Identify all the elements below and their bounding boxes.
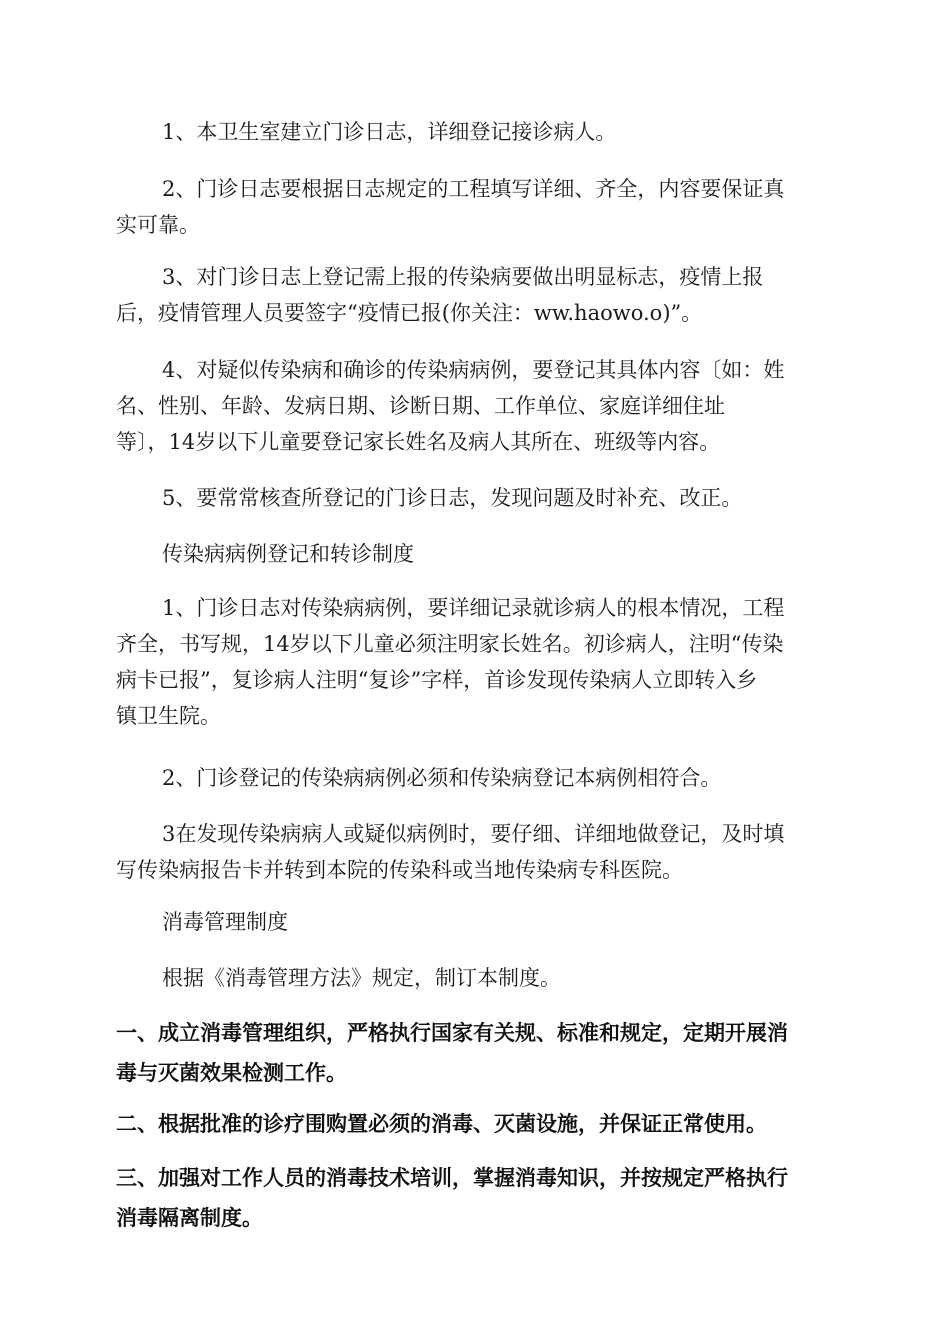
text-line: 传染病病例登记和转诊制度 [162,542,414,566]
paragraph-disinfection-2 [116,1104,836,1144]
text-line: 5、要常常核查所登记的门诊日志，发现问题及时补充、改正。 [162,486,743,510]
text-line: 1、本卫生室建立门诊日志，详细登记接诊病人。 [162,120,617,144]
text-line: 等〕，14岁以下儿童要登记家长姓名及病人其所在、班级等内容。 [116,430,721,454]
heading-infectious-disease-registration [116,536,836,572]
heading-disinfection-management [116,904,836,940]
text-line: 1、门诊日志对传染病病例，要详细记录就诊病人的根本情况，工程 [162,596,785,620]
text-line: 写传染病报告卡并转到本院的传染科或当地传染病专科医院。 [116,858,683,882]
text-line: 消毒管理制度 [162,910,288,934]
text-line: 实可靠。 [116,213,200,237]
paragraph-disinfection-1 [116,1013,836,1093]
text-line: 齐全，书写规，14岁以下儿童必须注明家长姓名。初诊病人，注明“传染 [116,632,784,656]
text-line: 后，疫情管理人员要签字“疫情已报(你关注：ww.haowo.o)”。 [116,301,703,325]
paragraph-registration-2 [116,760,836,796]
text-line: 三、加强对工作人员的消毒技术培训，掌握消毒知识，并按规定严格执行 [116,1166,788,1190]
paragraph-disinfection-3 [116,1158,836,1238]
paragraph-disinfection-intro [116,960,836,996]
paragraph-outpatient-log-1 [116,114,836,150]
paragraph-outpatient-log-5 [116,480,836,516]
text-line: 名、性别、年龄、发病日期、诊断日期、工作单位、家庭详细住址 [116,394,725,418]
text-line: 一、成立消毒管理组织，严格执行国家有关规、标准和规定，定期开展消 [116,1021,788,1045]
text-line: 毒与灭菌效果检测工作。 [116,1061,347,1085]
paragraph-outpatient-log-2 [116,171,836,243]
text-line: 3在发现传染病病人或疑似病例时，要仔细、详细地做登记，及时填 [162,822,785,846]
paragraph-outpatient-log-3 [116,259,836,331]
text-line: 3、对门诊日志上登记需上报的传染病要做出明显标志，疫情上报 [162,265,764,289]
text-line: 二、根据批准的诊疗围购置必须的消毒、灭菌设施，并保证正常使用。 [116,1112,767,1136]
text-line: 4、对疑似传染病和确诊的传染病病例，要登记其具体内容〔如：姓 [162,358,785,382]
text-line: 病卡已报”，复诊病人注明“复诊”字样，首诊发现传染病人立即转入乡 [116,668,758,692]
paragraph-registration-3 [116,816,836,888]
paragraph-registration-1 [116,590,836,734]
text-line: 镇卫生院。 [116,704,221,728]
text-line: 根据《消毒管理方法》规定，制订本制度。 [162,966,561,990]
text-line: 2、门诊登记的传染病病例必须和传染病登记本病例相符合。 [162,766,722,790]
text-line: 消毒隔离制度。 [116,1206,263,1230]
text-line: 2、门诊日志要根据日志规定的工程填写详细、齐全，内容要保证真 [162,177,785,201]
paragraph-outpatient-log-4 [116,352,836,460]
